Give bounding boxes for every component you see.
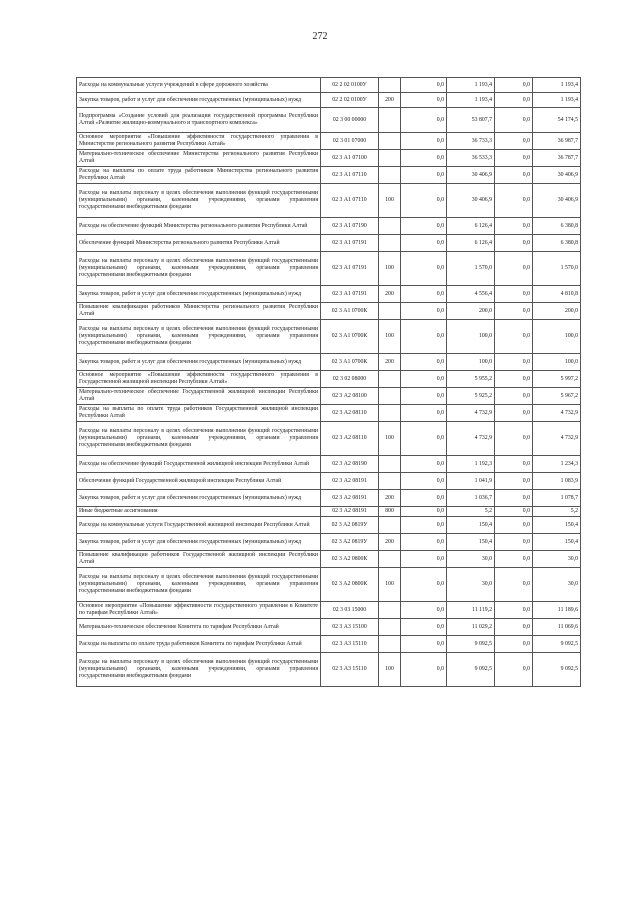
expense-name-cell: Закупка товаров, работ и услуг для обеспечения государственных (муниципальных) нужд [77,354,321,371]
target-code-cell: 02 3 А1 0700К [321,303,379,320]
table-row [77,507,581,517]
value-col1-cell: 0,0 [401,653,447,687]
value-col1-cell: 0,0 [401,354,447,371]
budget-table [76,77,581,687]
table-row [77,456,581,473]
value-col2-cell: 1 192,3 [447,456,495,473]
target-code-cell: 02 3 А2 08110 [321,422,379,456]
expense-name-cell: Повышение квалификации работников Государственной жилищной инспекции Республики Алтай [77,551,321,568]
value-col1-cell: 0,0 [401,388,447,405]
table-row [77,218,581,235]
value-col3-cell: 0,0 [495,517,533,534]
target-code-cell: 02 3 А1 07191 [321,286,379,303]
expense-type-cell [379,456,401,473]
value-col1-cell: 0,0 [401,218,447,235]
table-row [77,388,581,405]
expense-type-cell [379,78,401,93]
table-row [77,422,581,456]
expense-name-cell: Иные бюджетные ассигнования [77,507,321,517]
expense-type-cell: 100 [379,568,401,602]
value-col4-cell: 4 810,8 [533,286,581,303]
table-row [77,371,581,388]
value-col4-cell: 200,0 [533,303,581,320]
value-col3-cell: 0,0 [495,490,533,507]
value-col3-cell: 0,0 [495,473,533,490]
expense-name-cell: Повышение квалификации работников Министерства регионального развития Республики Алтай [77,303,321,320]
table-row [77,150,581,167]
expense-type-cell [379,405,401,422]
target-code-cell: 02 3 А1 07100 [321,150,379,167]
table-row [77,551,581,568]
expense-name-cell: Подпрограмма «Создание условий для реализации государственной программы Республики Алтай «Развитие жилищно-коммунального и транспортного комплекса» [77,108,321,133]
table-row [77,517,581,534]
table-row [77,490,581,507]
table-row [77,133,581,150]
expense-name-cell: Расходы на коммунальные услуги Государственной жилищной инспекции Республики Алтай [77,517,321,534]
target-code-cell: 02 2 02 0100У [321,93,379,108]
table-row [77,93,581,108]
value-col1-cell: 0,0 [401,602,447,619]
target-code-cell: 02 3 А1 0700К [321,354,379,371]
table-row [77,286,581,303]
value-col3-cell: 0,0 [495,551,533,568]
table-row [77,636,581,653]
value-col2-cell: 1 041,9 [447,473,495,490]
value-col2-cell: 30 406,9 [447,184,495,218]
value-col2-cell: 6 126,4 [447,218,495,235]
expense-type-cell [379,371,401,388]
value-col3-cell: 0,0 [495,303,533,320]
expense-name-cell: Основное мероприятие «Повышение эффективности государственного управления в Государственной жилищной инспекции Республики Алтай» [77,371,321,388]
page-number: 272 [312,31,328,42]
expense-type-cell [379,388,401,405]
expense-type-cell: 800 [379,507,401,517]
value-col1-cell: 0,0 [401,252,447,286]
target-code-cell: 02 3 А2 08100 [321,388,379,405]
target-code-cell: 02 3 01 07000 [321,133,379,150]
value-col3-cell: 0,0 [495,320,533,354]
table-row [77,303,581,320]
value-col4-cell: 5 967,2 [533,388,581,405]
expense-type-cell [379,303,401,320]
value-col4-cell: 100,0 [533,320,581,354]
value-col3-cell: 0,0 [495,405,533,422]
expense-type-cell [379,167,401,184]
table-row [77,78,581,93]
value-col3-cell: 0,0 [495,252,533,286]
value-col2-cell: 30 406,9 [447,167,495,184]
expense-type-cell: 100 [379,184,401,218]
value-col4-cell: 36 787,7 [533,150,581,167]
expense-type-cell: 200 [379,354,401,371]
value-col2-cell: 1 193,4 [447,93,495,108]
expense-name-cell: Расходы на выплаты персоналу в целях обеспечения выполнения функций государственными (муниципальными) органами, казенными учреждениями, органами управления государственными внебюджетными фондами [77,568,321,602]
value-col4-cell: 1 078,7 [533,490,581,507]
table-row [77,534,581,551]
value-col3-cell: 0,0 [495,456,533,473]
value-col4-cell: 30 406,9 [533,184,581,218]
expense-name-cell: Основное мероприятие «Повышение эффективности государственного управления в Министерстве регионального развития Республики Алтай» [77,133,321,150]
value-col2-cell: 4 556,4 [447,286,495,303]
expense-name-cell: Закупка товаров, работ и услуг для обеспечения государственных (муниципальных) нужд [77,286,321,303]
expense-type-cell [379,108,401,133]
value-col1-cell: 0,0 [401,167,447,184]
value-col3-cell: 0,0 [495,354,533,371]
expense-type-cell [379,517,401,534]
target-code-cell: 02 3 А2 08191 [321,473,379,490]
table-row [77,473,581,490]
expense-type-cell [379,235,401,252]
value-col3-cell: 0,0 [495,150,533,167]
target-code-cell: 02 3 А1 07110 [321,184,379,218]
value-col2-cell: 1 036,7 [447,490,495,507]
expense-name-cell: Расходы на выплаты персоналу в целях обеспечения выполнения функций государственными (муниципальными) органами, казенными учреждениями, органами управления государственными внебюджетными фондами [77,320,321,354]
value-col1-cell: 0,0 [401,286,447,303]
expense-type-cell [379,636,401,653]
value-col3-cell: 0,0 [495,568,533,602]
value-col1-cell: 0,0 [401,405,447,422]
table-row [77,619,581,636]
value-col2-cell: 30,0 [447,551,495,568]
expense-name-cell: Расходы на выплаты персоналу в целях обеспечения выполнения функций государственными (муниципальными) органами, казенными учреждениями, органами управления государственными внебюджетными фондами [77,184,321,218]
expense-type-cell: 200 [379,286,401,303]
table-row [77,568,581,602]
value-col3-cell: 0,0 [495,184,533,218]
expense-name-cell: Материально-техническое обеспечение Государственной жилищной инспекции Республики Алтай [77,388,321,405]
expense-name-cell: Обеспечение функций Министерства регионального развития Республики Алтай [77,235,321,252]
value-col3-cell: 0,0 [495,422,533,456]
budget-table-body [77,78,581,687]
expense-type-cell [379,218,401,235]
value-col3-cell: 0,0 [495,653,533,687]
value-col3-cell: 0,0 [495,108,533,133]
expense-type-cell: 100 [379,320,401,354]
value-col4-cell: 1 570,0 [533,252,581,286]
expense-type-cell [379,150,401,167]
expense-type-cell: 100 [379,653,401,687]
value-col1-cell: 0,0 [401,371,447,388]
value-col1-cell: 0,0 [401,78,447,93]
target-code-cell: 02 3 03 15000 [321,602,379,619]
value-col3-cell: 0,0 [495,93,533,108]
value-col4-cell: 11 189,6 [533,602,581,619]
table-row [77,184,581,218]
value-col4-cell: 30,0 [533,551,581,568]
expense-type-cell: 200 [379,93,401,108]
value-col1-cell: 0,0 [401,150,447,167]
value-col3-cell: 0,0 [495,636,533,653]
value-col2-cell: 6 126,4 [447,235,495,252]
value-col3-cell: 0,0 [495,371,533,388]
value-col1-cell: 0,0 [401,507,447,517]
value-col4-cell: 100,0 [533,354,581,371]
value-col2-cell: 150,4 [447,517,495,534]
value-col2-cell: 9 092,5 [447,636,495,653]
expense-name-cell: Закупка товаров, работ и услуг для обеспечения государственных (муниципальных) нужд [77,490,321,507]
target-code-cell: 02 3 00 00000 [321,108,379,133]
table-row [77,405,581,422]
expense-type-cell: 200 [379,490,401,507]
target-code-cell: 02 3 А2 0800К [321,551,379,568]
value-col1-cell: 0,0 [401,568,447,602]
target-code-cell: 02 3 А2 08110 [321,405,379,422]
value-col2-cell: 9 092,5 [447,653,495,687]
expense-name-cell: Расходы на выплаты персоналу в целях обеспечения выполнения функций государственными (муниципальными) органами, казенными учреждениями, органами управления государственными внебюджетными фондами [77,422,321,456]
value-col1-cell: 0,0 [401,320,447,354]
value-col3-cell: 0,0 [495,602,533,619]
target-code-cell: 02 3 А3 15110 [321,636,379,653]
value-col2-cell: 100,0 [447,320,495,354]
expense-type-cell [379,473,401,490]
target-code-cell: 02 3 А2 0800К [321,568,379,602]
value-col4-cell: 4 732,9 [533,405,581,422]
target-code-cell: 02 3 А2 0819У [321,534,379,551]
expense-name-cell: Расходы на коммунальные услуги учреждений в сфере дорожного хозяйства [77,78,321,93]
table-row [77,602,581,619]
expense-name-cell: Расходы на выплаты персоналу в целях обеспечения выполнения функций государственными (муниципальными) органами, казенными учреждениями, органами управления государственными внебюджетными фондами [77,653,321,687]
target-code-cell: 02 3 А1 07110 [321,167,379,184]
value-col4-cell: 54 174,5 [533,108,581,133]
value-col4-cell: 150,4 [533,517,581,534]
value-col2-cell: 11 029,2 [447,619,495,636]
value-col3-cell: 0,0 [495,218,533,235]
value-col4-cell: 30,0 [533,568,581,602]
value-col4-cell: 1 193,4 [533,78,581,93]
value-col2-cell: 4 732,9 [447,422,495,456]
value-col4-cell: 6 380,8 [533,235,581,252]
expense-name-cell: Закупка товаров, работ и услуг для обеспечения государственных (муниципальных) нужд [77,93,321,108]
value-col2-cell: 150,4 [447,534,495,551]
value-col1-cell: 0,0 [401,473,447,490]
expense-type-cell: 100 [379,252,401,286]
value-col4-cell: 9 092,5 [533,653,581,687]
target-code-cell: 02 3 02 08000 [321,371,379,388]
value-col3-cell: 0,0 [495,619,533,636]
value-col2-cell: 5 955,2 [447,371,495,388]
table-row [77,320,581,354]
expense-name-cell: Обеспечение функций Государственной жилищной инспекции Республики Алтай [77,473,321,490]
target-code-cell: 02 3 А2 08191 [321,490,379,507]
expense-type-cell [379,619,401,636]
target-code-cell: 02 3 А2 08191 [321,507,379,517]
value-col3-cell: 0,0 [495,388,533,405]
value-col1-cell: 0,0 [401,619,447,636]
value-col2-cell: 11 119,2 [447,602,495,619]
value-col4-cell: 1 234,3 [533,456,581,473]
target-code-cell: 02 3 А3 15110 [321,653,379,687]
target-code-cell: 02 3 А1 0700К [321,320,379,354]
value-col1-cell: 0,0 [401,235,447,252]
table-row [77,167,581,184]
target-code-cell: 02 3 А1 07191 [321,252,379,286]
value-col2-cell: 200,0 [447,303,495,320]
value-col3-cell: 0,0 [495,133,533,150]
target-code-cell: 02 3 А2 0819У [321,517,379,534]
expense-name-cell: Расходы на обеспечение функций Государственной жилищной инспекции Республики Алтай [77,456,321,473]
value-col1-cell: 0,0 [401,93,447,108]
value-col4-cell: 1 193,4 [533,93,581,108]
value-col4-cell: 11 069,6 [533,619,581,636]
value-col2-cell: 36 533,3 [447,150,495,167]
value-col1-cell: 0,0 [401,636,447,653]
target-code-cell: 02 3 А2 08190 [321,456,379,473]
expense-name-cell: Закупка товаров, работ и услуг для обеспечения государственных (муниципальных) нужд [77,534,321,551]
value-col2-cell: 5,2 [447,507,495,517]
value-col3-cell: 0,0 [495,286,533,303]
value-col2-cell: 30,0 [447,568,495,602]
expense-type-cell [379,551,401,568]
value-col3-cell: 0,0 [495,235,533,252]
value-col4-cell: 6 380,8 [533,218,581,235]
table-row [77,653,581,687]
value-col2-cell: 4 732,9 [447,405,495,422]
value-col3-cell: 0,0 [495,167,533,184]
value-col1-cell: 0,0 [401,456,447,473]
value-col2-cell: 36 733,3 [447,133,495,150]
table-row [77,354,581,371]
value-col4-cell: 36 987,7 [533,133,581,150]
value-col4-cell: 30 406,9 [533,167,581,184]
expense-type-cell: 100 [379,422,401,456]
value-col2-cell: 1 193,4 [447,78,495,93]
expense-type-cell [379,602,401,619]
value-col3-cell: 0,0 [495,534,533,551]
expense-name-cell: Основное мероприятие «Повышение эффективности государственного управления в Комитете по тарифам Республики Алтай» [77,602,321,619]
target-code-cell: 02 3 А1 07191 [321,235,379,252]
table-row [77,108,581,133]
table-row [77,252,581,286]
value-col2-cell: 5 925,2 [447,388,495,405]
value-col4-cell: 4 732,9 [533,422,581,456]
value-col1-cell: 0,0 [401,184,447,218]
value-col1-cell: 0,0 [401,551,447,568]
expense-name-cell: Расходы на выплаты по оплате труда работников Министерства регионального развития Республики Алтай [77,167,321,184]
value-col3-cell: 0,0 [495,507,533,517]
expense-name-cell: Материально-техническое обеспечение Комитета по тарифам Республики Алтай [77,619,321,636]
expense-name-cell: Расходы на выплаты по оплате труда работников Государственной жилищной инспекции Республики Алтай [77,405,321,422]
value-col1-cell: 0,0 [401,303,447,320]
target-code-cell: 02 3 А3 15100 [321,619,379,636]
value-col1-cell: 0,0 [401,422,447,456]
value-col1-cell: 0,0 [401,133,447,150]
value-col4-cell: 5,2 [533,507,581,517]
target-code-cell: 02 2 02 0100У [321,78,379,93]
value-col4-cell: 1 083,9 [533,473,581,490]
expense-name-cell: Расходы на выплаты персоналу в целях обеспечения выполнения функций государственными (муниципальными) органами, казенными учреждениями, органами управления государственными внебюджетными фондами [77,252,321,286]
expense-name-cell: Расходы на обеспечение функций Министерства регионального развития Республики Алтай [77,218,321,235]
value-col2-cell: 1 570,0 [447,252,495,286]
value-col2-cell: 53 807,7 [447,108,495,133]
value-col1-cell: 0,0 [401,517,447,534]
table-row [77,235,581,252]
expense-type-cell: 200 [379,534,401,551]
value-col1-cell: 0,0 [401,534,447,551]
expense-name-cell: Расходы на выплаты по оплате труда работников Комитета по тарифам Республики Алтай [77,636,321,653]
value-col4-cell: 150,4 [533,534,581,551]
value-col3-cell: 0,0 [495,78,533,93]
value-col2-cell: 100,0 [447,354,495,371]
expense-type-cell [379,133,401,150]
value-col4-cell: 9 092,5 [533,636,581,653]
value-col1-cell: 0,0 [401,108,447,133]
value-col1-cell: 0,0 [401,490,447,507]
expense-name-cell: Материально-техническое обеспечение Министерства регионального развития Республики Алтай [77,150,321,167]
target-code-cell: 02 3 А1 07190 [321,218,379,235]
value-col4-cell: 5 997,2 [533,371,581,388]
